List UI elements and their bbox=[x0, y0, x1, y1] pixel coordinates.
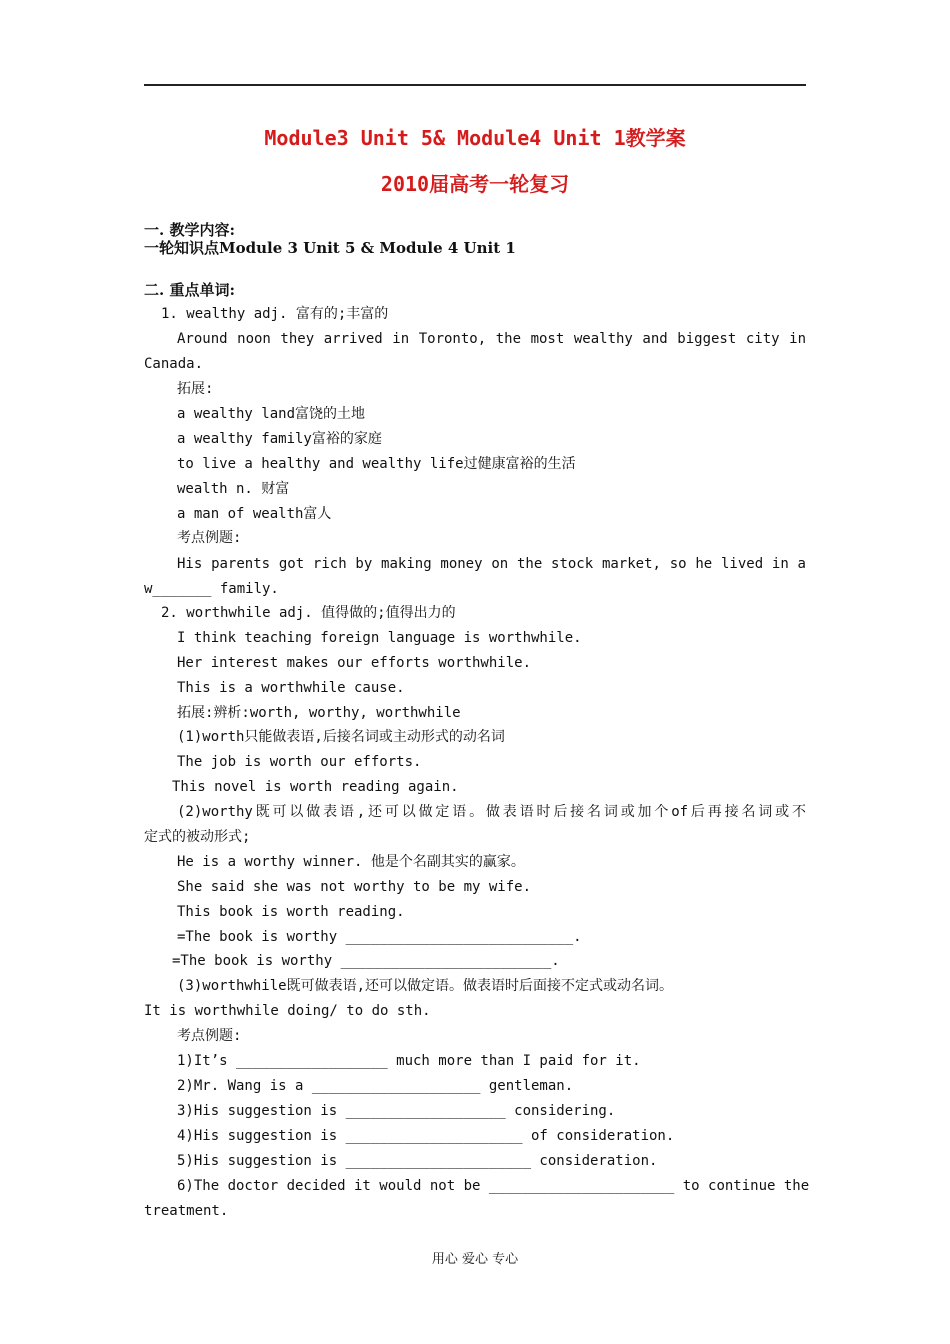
text-line: 4)His suggestion is _____________________ of consideration. bbox=[177, 1128, 675, 1144]
text-line: She said she was not worthy to be my wife. bbox=[177, 879, 532, 895]
text-line: a wealthy land富饶的土地 bbox=[177, 406, 366, 422]
document-subtitle: 2010届高考一轮复习 bbox=[380, 172, 570, 196]
text-line: 5)His suggestion is ______________________ consideration. bbox=[177, 1153, 658, 1169]
text-line: Around noon they arrived in Toronto, the most wealthy and biggest city in bbox=[177, 331, 806, 347]
text-line: 拓展:辨析:worth, worthy, worthwhile bbox=[177, 705, 461, 721]
text-line: This is a worthwhile cause. bbox=[177, 680, 405, 696]
text-line: =The book is worthy ___________________________. bbox=[177, 929, 582, 945]
text-line: This novel is worth reading again. bbox=[172, 779, 459, 795]
text-line: to live a healthy and wealthy life过健康富裕的生活 bbox=[177, 456, 576, 472]
text-line: w_______ family. bbox=[144, 581, 279, 597]
text-line: a wealthy family富裕的家庭 bbox=[177, 431, 382, 447]
text-line: (2)worthy既可以做表语,还可以做定语。做表语时后接名词或加个of后再接名词或不 bbox=[177, 804, 806, 820]
text-line: treatment. bbox=[144, 1203, 229, 1219]
text-line: 1)It’s __________________ much more than I paid for it. bbox=[177, 1053, 641, 1069]
text-line: He is a worthy winner. 他是个名副其实的赢家。 bbox=[177, 854, 525, 870]
text-line: His parents got rich by making money on the stock market, so he lived in a bbox=[177, 556, 806, 572]
document-title: Module3 Unit 5& Module4 Unit 1教学案 bbox=[264, 126, 686, 150]
text-line: 2)Mr. Wang is a ____________________ gentleman. bbox=[177, 1078, 574, 1094]
text-line: I think teaching foreign language is worthwhile. bbox=[177, 630, 582, 646]
text-line: =The book is worthy _________________________. bbox=[172, 953, 560, 969]
text-line: 3)His suggestion is ___________________ considering. bbox=[177, 1103, 616, 1119]
text-line: 二. 重点单词: bbox=[144, 281, 235, 299]
text-line: 一轮知识点Module 3 Unit 5 & Module 4 Unit 1 bbox=[144, 239, 516, 257]
text-line: 考点例题: bbox=[177, 530, 242, 546]
page-footer: 用心 爱心 专心 bbox=[431, 1252, 519, 1267]
text-line: 2. worthwhile adj. 值得做的;值得出力的 bbox=[161, 605, 456, 621]
text-line: This book is worth reading. bbox=[177, 904, 405, 920]
text-line: 拓展: bbox=[177, 381, 214, 397]
header-rule bbox=[144, 84, 806, 86]
text-line: The job is worth our efforts. bbox=[177, 754, 422, 770]
text-line: Canada. bbox=[144, 356, 204, 372]
text-line: It is worthwhile doing/ to do sth. bbox=[144, 1003, 431, 1019]
text-line: 1. wealthy adj. 富有的;丰富的 bbox=[161, 306, 389, 322]
text-line: 考点例题: bbox=[177, 1028, 242, 1044]
text-line: (3)worthwhile既可做表语,还可以做定语。做表语时后面接不定式或动名词。 bbox=[177, 978, 674, 994]
text-line: 一. 教学内容: bbox=[144, 221, 235, 239]
text-line: Her interest makes our efforts worthwhile. bbox=[177, 655, 532, 671]
text-line: 定式的被动形式; bbox=[144, 829, 251, 845]
text-line: wealth n. 财富 bbox=[177, 481, 290, 497]
text-line: a man of wealth富人 bbox=[177, 506, 332, 522]
text-line: 6)The doctor decided it would not be ______________________ to continue the bbox=[177, 1178, 810, 1194]
text-line: (1)worth只能做表语,后接名词或主动形式的动名词 bbox=[177, 729, 505, 745]
